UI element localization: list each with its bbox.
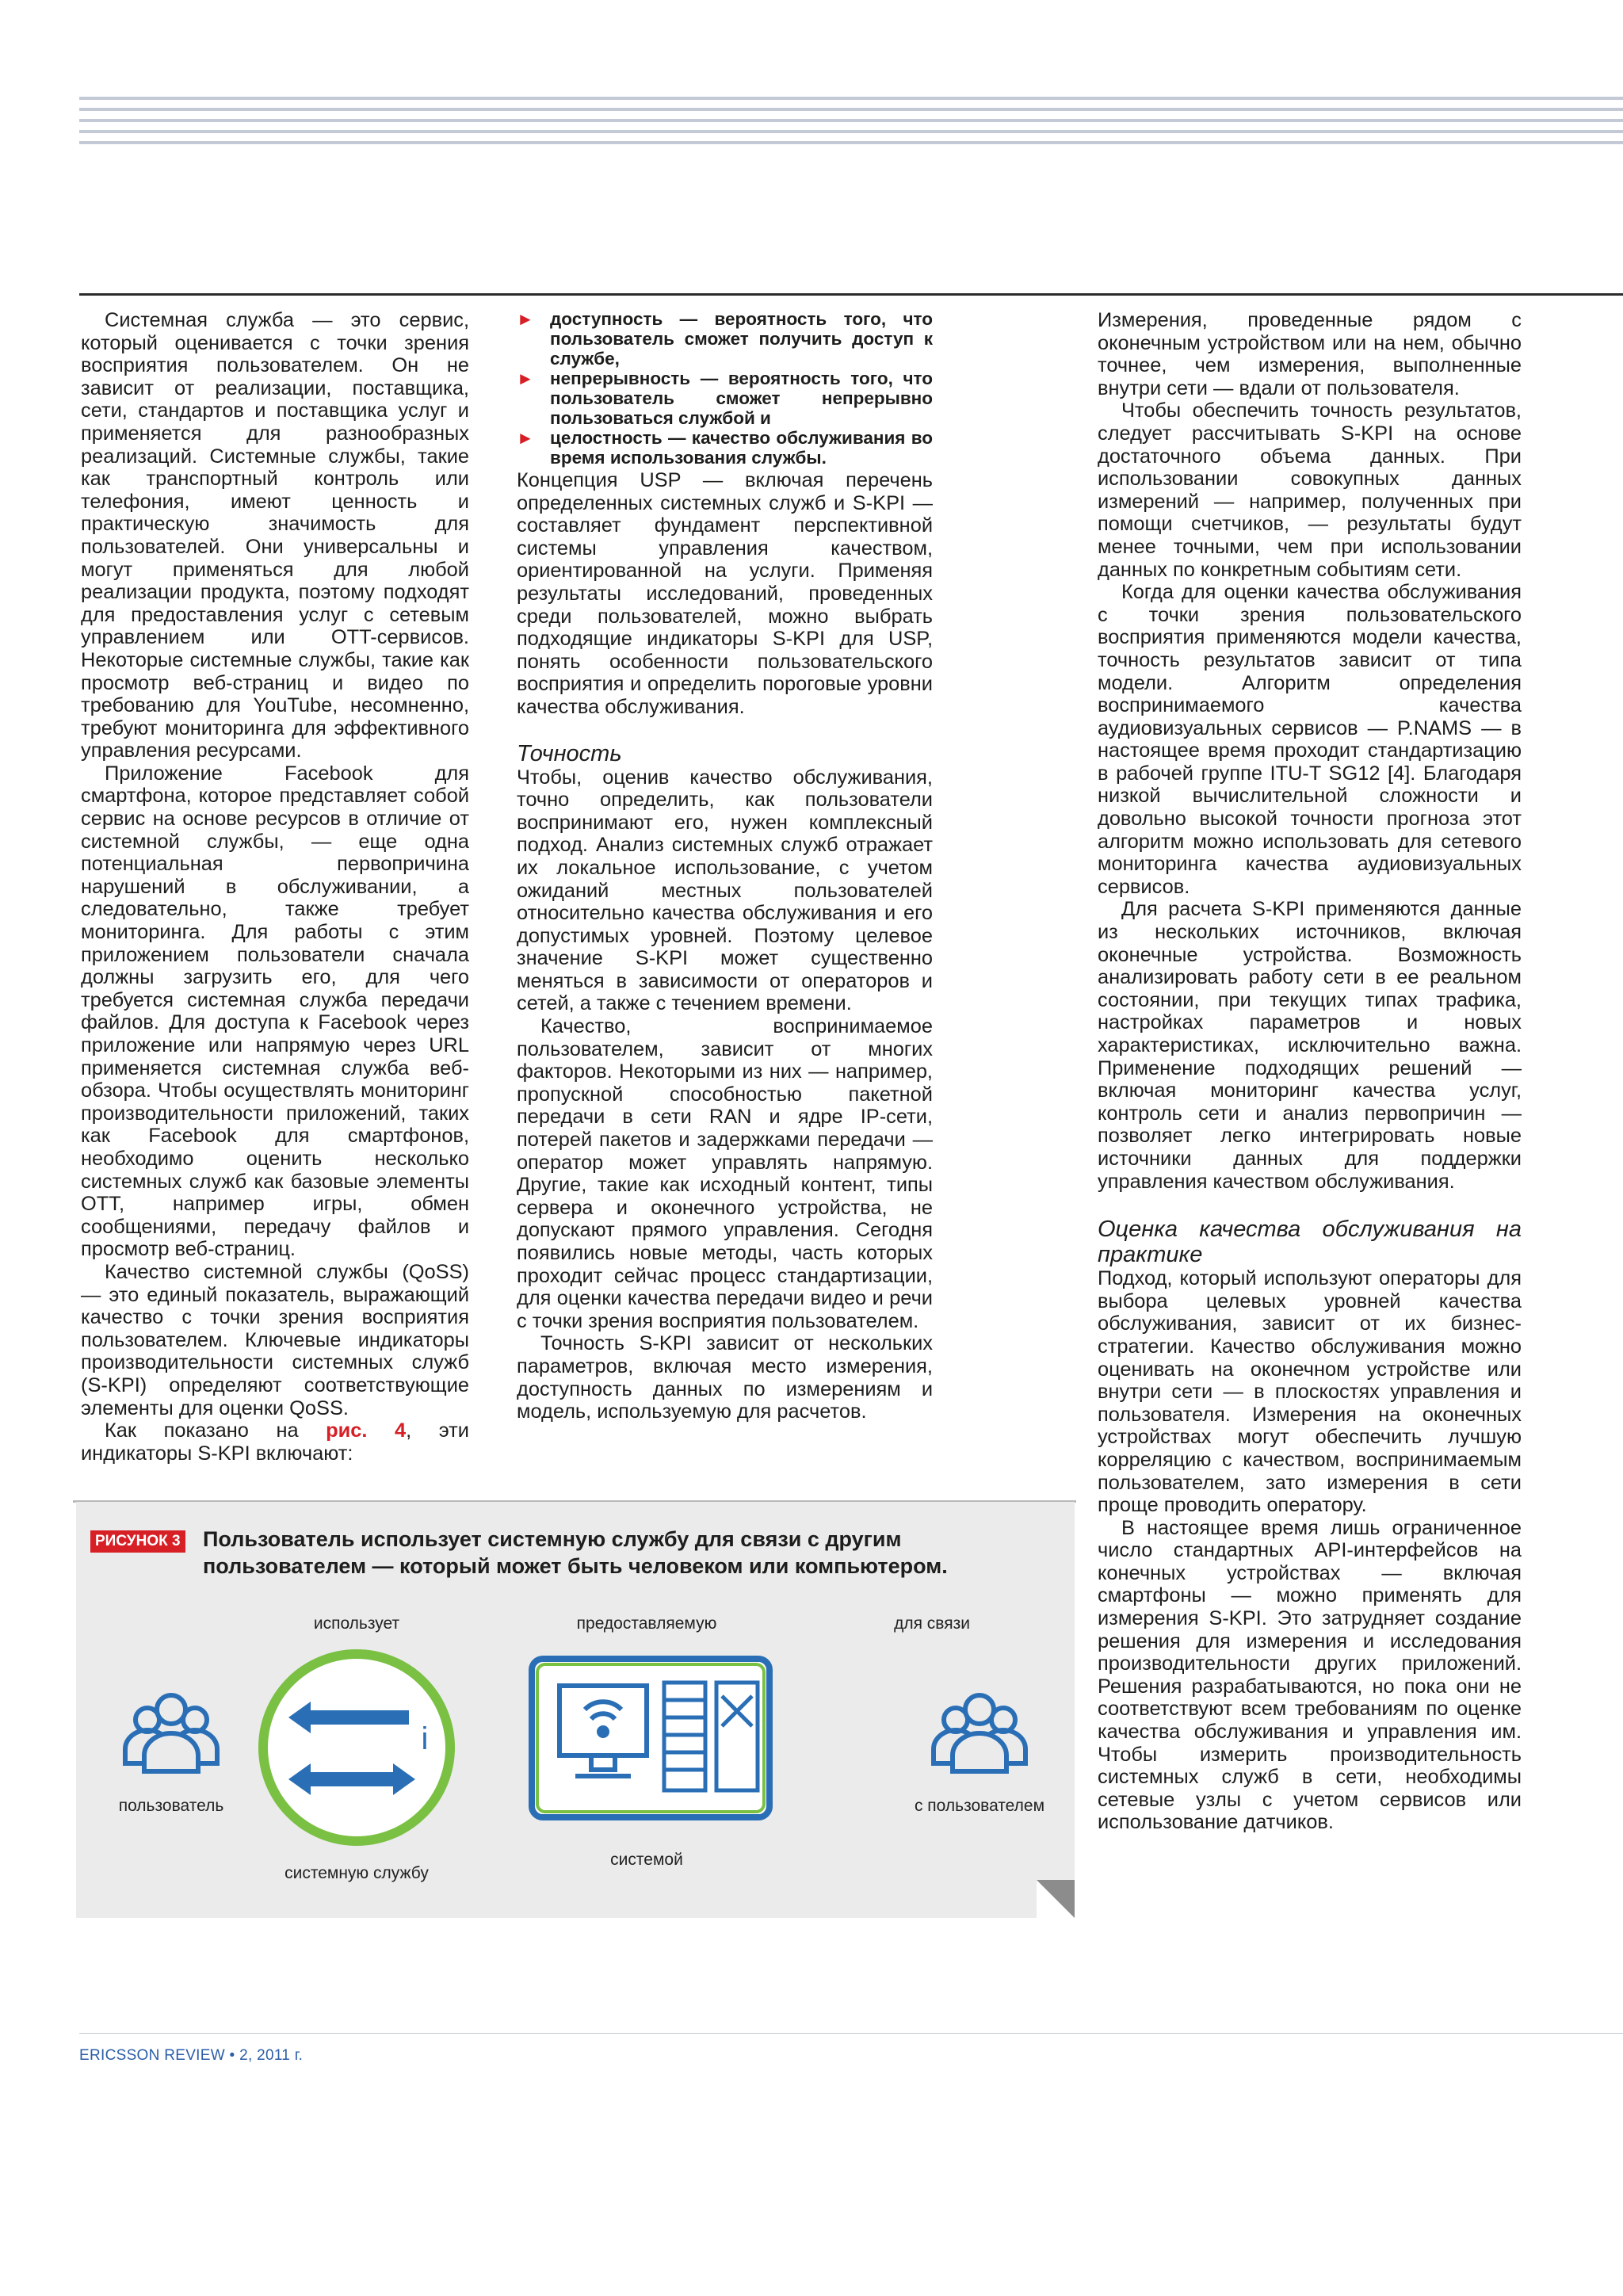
column-3	[1098, 309, 1522, 1834]
system-box-icon	[532, 1659, 769, 1817]
column-1	[81, 309, 469, 1465]
triangle-bullet-icon: ►	[517, 369, 534, 388]
paragraph	[81, 1419, 469, 1465]
list-item	[517, 309, 933, 369]
paragraph: Качество системной службы (QoSS) — это единый показатель, выражающий качество с точки зрения восприятия пользователем. Ключевые индикаторы производительности системных служб (S-KPI) определяют соответствующие элементы для оценки QoSS.	[81, 1260, 469, 1419]
paragraph: Приложение Facebook для смартфона, которое представляет собой сервис на основе ресурсов в отличие от системной службы, — еще одна потенциальная первопричина нарушений в обслуживании, а следовательно, также требует мониторинга. Для работы с этим приложением пользователи сначала должны загрузить его, для чего требуется системная служба передачи файлов. Для доступа к Facebook через приложение или напрямую через URL применяется системная служба веб-обзора. Чтобы осуществлять мониторинг производительности приложений, таких как Facebook для смартфонов, необходимо оценить несколько системных служб как базовые элементы OTT, например игры, обмен сообщениями, передачу файлов и просмотр веб-страниц.	[81, 762, 469, 1261]
footer-rule	[79, 2033, 1623, 2034]
list-item-text: целостность — качество обслуживания во время использования службы.	[550, 428, 933, 468]
paragraph: Когда для оценки качества обслуживания с точки зрения пользовательского восприятия применяются модели качества, точность результатов зависит от типа модели. Алгоритм определения воспринимаемого качества аудиовизуальных сервисов — P.NAMS — в настоящее время проходит стандартизацию в рабочей группе ITU-T SG12 [4]. Благодаря низкой вычислительной сложности и довольно высокой точности прогноза этот алгоритм можно использовать для сетевого мониторинга качества аудиовизуальных сервисов.	[1098, 581, 1522, 898]
figure-reference-link[interactable]: рис. 4	[326, 1419, 407, 1442]
paragraph: Подход, который используют операторы для выбора целевых уровней качества обслуживания, зависит от их бизнес-стратегии. Качество обслуживания можно оценивать на оконечном устройстве или внутри сети — в плоскостях управления и пользователя. Измерения на оконечных устройствах могут обеспечить лучшую корреляцию с качеством, воспринимаемым пользователем, зато измерения в сети проще проводить оператору.	[1098, 1267, 1522, 1517]
label-user: пользователь	[118, 1797, 224, 1815]
users-group-icon	[125, 1695, 217, 1771]
paragraph: Точность S-KPI зависит от нескольких параметров, включая место измерения, доступность данных по измерениям и модель, используемую для расчетов.	[517, 1332, 933, 1423]
figure-caption: Пользователь использует системную службу для связи с другим пользователем — который может быть человеком или компьютером.	[203, 1527, 948, 1578]
figure-diagram	[76, 1502, 1075, 1918]
paragraph: Чтобы, оценив качество обслуживания, точно определить, как пользователи воспринимают его, нужен комплексный подход. Анализ системных служб отражает их локальное использование, с учетом ожиданий местных пользователей относительно качества обслуживания и его допустимых уровней. Поэтому целевое значение S-KPI может существенно меняться в зависимости от операторов и сетей, а также с течением времени.	[517, 766, 933, 1015]
triangle-bullet-icon: ►	[517, 428, 534, 448]
label-system: системой	[610, 1851, 683, 1869]
list-item-text: непрерывность — вероятность того, что пользователь сможет непрерывно пользоваться службой и	[550, 369, 933, 428]
users-group-icon	[934, 1695, 1025, 1771]
triangle-bullet-icon: ►	[517, 309, 534, 329]
paragraph: Для расчета S-KPI применяются данные из нескольких источников, включая оконечные устройства. Возможность анализировать работу сети в ее реальном состоянии, при текущих типах трафика, настройках параметров и новых характеристиках, исключительно важна. Применение подходящих решений — включая мониторинг качества услуг, контроль сети и анализ первопричин — позволяет легко интегрировать новые источники данных для поддержки управления качеством обслуживания.	[1098, 898, 1522, 1193]
paragraph: Системная служба — это сервис, который оценивается с точки зрения восприятия пользователем. Он не зависит от реализации, поставщика, сети, стандартов и поставщика услуг и применяется для разнообразных реализаций. Системные службы, такие как транспортный контроль или телефония, имеют ценность и практическую значимость для пользователей. Они универсальны и могут применяться для любой реализации продукта, поэтому подходят для предоставления услуг с сетевым управлением или OTT-сервисов. Некоторые системные службы, такие как просмотр веб-страниц и видео по требованию для YouTube, несомненно, требуют мониторинга для эффективного управления ресурсами.	[81, 309, 469, 762]
label-for-communication: для связи	[894, 1614, 970, 1633]
figure-3	[76, 1502, 1075, 1918]
column-2	[517, 309, 933, 1423]
paragraph: Концепция USP — включая перечень определенных системных служб и S-KPI — составляет фундамент перспективной системы управления качеством, ориентированной на услуги. Применяя результаты исследований, проведенных среди пользователей, можно выбрать подходящие индикаторы S-KPI для USP, понять особенности пользовательского восприятия и определить пороговые уровни качества обслуживания.	[517, 469, 933, 718]
text: Как показано на	[105, 1419, 327, 1442]
paragraph: Качество, воспринимаемое пользователем, зависит от многих факторов. Некоторыми из них — например, пропускной способностью пакетной передачи в сети RAN и ядре IP-сети, потерей пакетов и задержками передачи — оператор может управлять напрямую. Другие, такие как исходный контент, типы сервера и оконечного устройства, не допускают прямого управления. Сегодня появились новые методы, часть которых проходит сейчас процесс стандартизации, для оценки качества передачи видео и речи с точки зрения восприятия пользователем.	[517, 1015, 933, 1332]
label-system-service: системную службу	[285, 1864, 429, 1882]
list-item	[517, 428, 933, 468]
top-rule	[79, 293, 1623, 296]
list-item	[517, 369, 933, 428]
kpi-bullet-list	[517, 309, 933, 468]
label-provided: предоставляемую	[576, 1614, 717, 1633]
system-service-circle-icon	[263, 1654, 450, 1841]
label-with-user: с пользователем	[914, 1797, 1045, 1815]
section-heading: Оценка качества обслуживания на практике	[1098, 1217, 1522, 1268]
text: , эти индикаторы S-KPI включают:	[81, 1419, 469, 1465]
paragraph: Измерения, проведенные рядом с оконечным устройством или на нем, обычно точнее, чем измерения, выполненные внутри сети — вдали от пользователя.	[1098, 309, 1522, 399]
label-uses: использует	[313, 1614, 400, 1633]
page-curl-shade	[1037, 1880, 1075, 1918]
section-heading: Точность	[517, 740, 622, 766]
figure-badge: РИСУНОК 3	[90, 1530, 185, 1553]
info-icon: i	[421, 1721, 429, 1756]
paragraph: В настоящее время лишь ограниченное число стандартных API-интерфейсов на конечных устройствах — включая смартфоны — можно применять для измерения S-KPI. Это затрудняет создание решения для измерения и исследования производительности других приложений. Решения разрабатываются, но пока они не соответствуют всем требованиям по оценке качества обслуживания и управления им. Чтобы измерить производительность системных служб в сети, необходимы сетевые узлы с учетом сервисов или использование датчиков.	[1098, 1516, 1522, 1834]
list-item-text: доступность — вероятность того, что пользователь сможет получить доступ к службе,	[550, 309, 933, 369]
paragraph: Чтобы обеспечить точность результатов, следует рассчитывать S-KPI на основе достаточного объема данных. При использовании совокупных данных измерений — например, полученных при помощи счетчиков, — результаты будут менее точными, чем при использовании данных по конкретным событиям сети.	[1098, 399, 1522, 581]
header-decorative-lines	[79, 97, 1623, 152]
footer-publication-info: ERICSSON REVIEW • 2, 2011 г.	[79, 2047, 304, 2064]
